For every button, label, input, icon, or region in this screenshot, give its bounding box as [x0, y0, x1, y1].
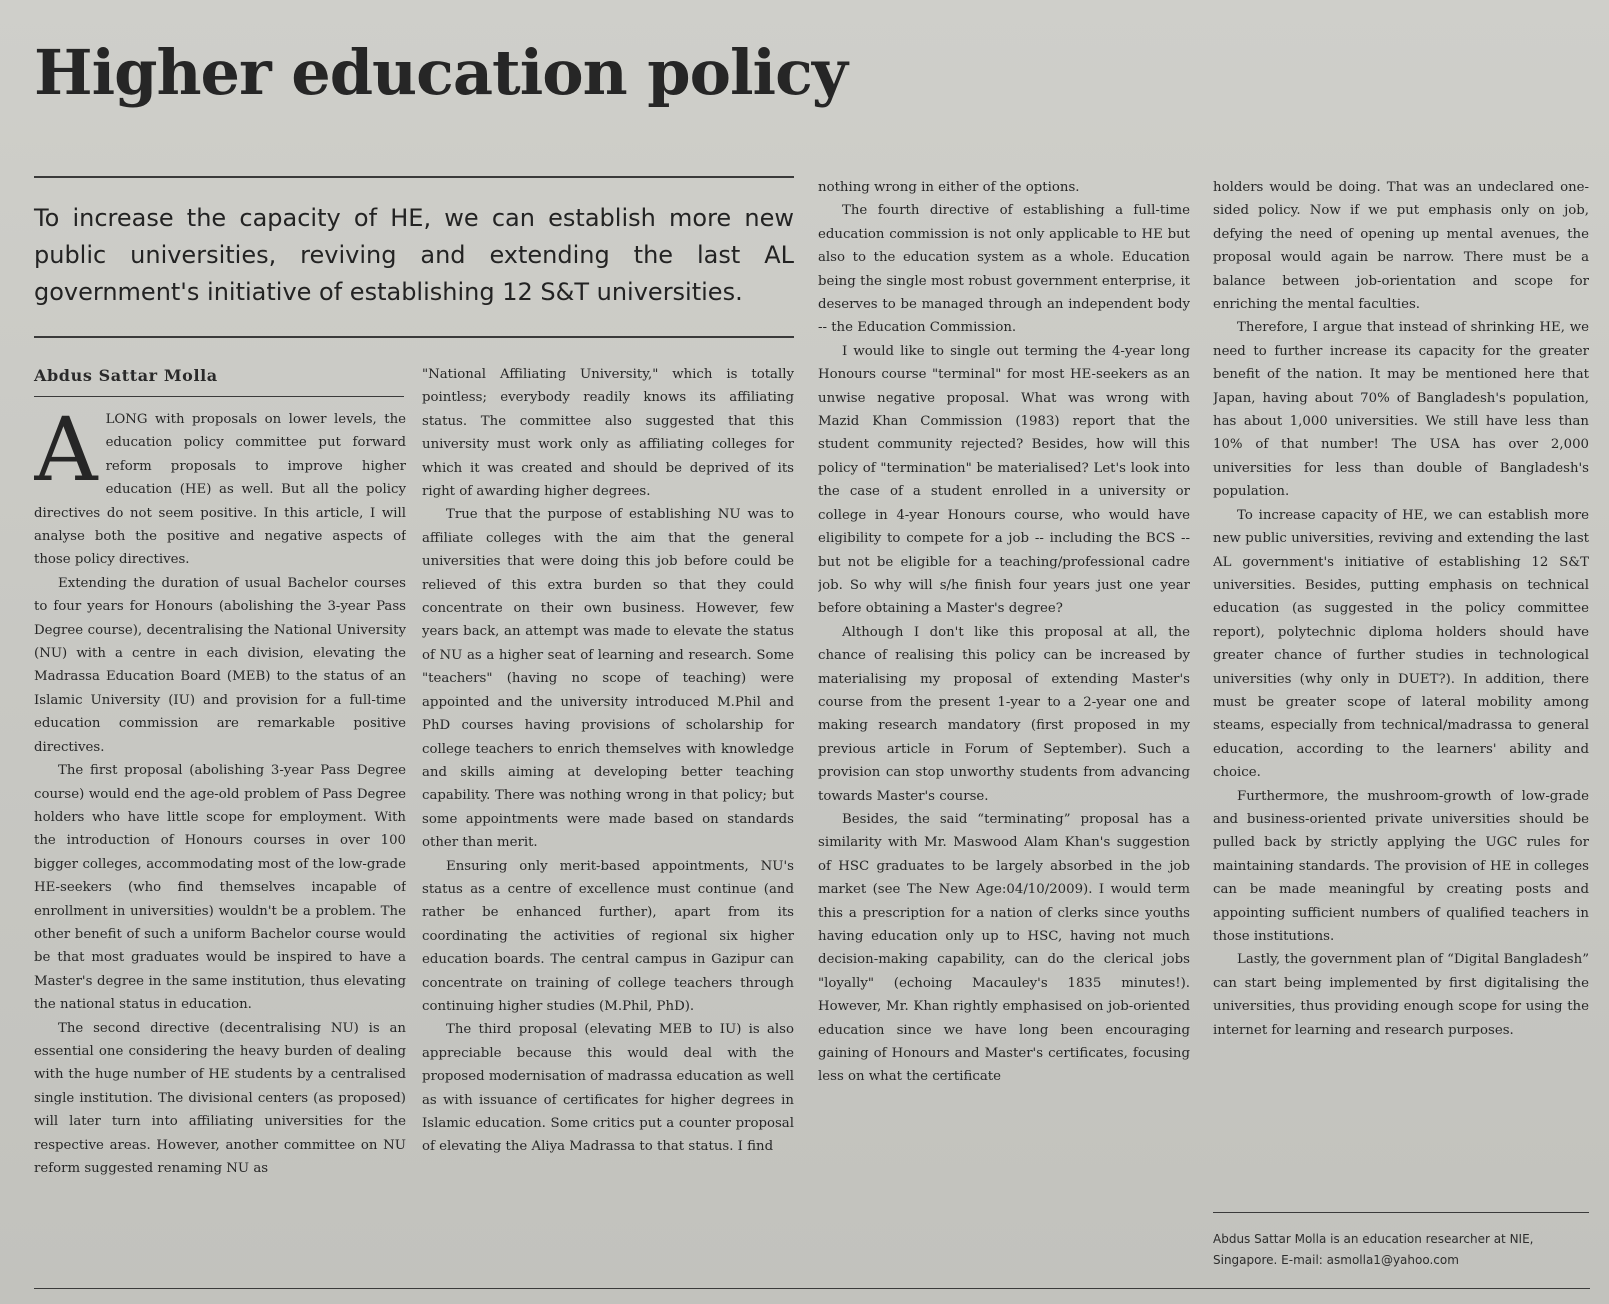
paragraph: To increase capacity of HE, we can establish more new public universities, reviving and extending the last AL government's initiative of establishing 12 S&T universities. Besides, putting emphasis on technical education (as suggested in the policy committee report), polytechnic diploma holders should have greater chance of further studies in technological universities (why only in DUET?). In addition, there must be greater scope of lateral mobility among steams, especially from technical/madrassa to general education, according to the learners' ability and choice. [1213, 507, 1589, 781]
column-3 [818, 176, 1190, 1280]
bio-rule [1213, 1212, 1589, 1213]
column-2 [422, 363, 794, 1280]
column-1 [34, 408, 406, 1280]
standfirst: To increase the capacity of HE, we can establish more new public universities, reviving and extending the last AL government's initiative of establishing 12 S&T universities. [34, 204, 794, 306]
paragraph [34, 408, 406, 572]
paragraph: Therefore, I argue that instead of shrinking HE, we need to further increase its capacity for the greater benefit of the nation. It may be mentioned here that Japan, having about 70% of Bangladesh's population, has about 1,000 universities. We still have less than 10% of that number! The USA has over 2,000 universities for less than double of Bangladesh's population. [1213, 320, 1589, 500]
paragraph: nothing wrong in either of the options. [818, 180, 1080, 195]
paragraph: True that the purpose of establishing NU was to affiliate colleges with the aim that the general universities that were doing this job before could be relieved of this extra burden so that they could concentrate on their own business. However, few years back, an attempt was made to elevate the status of NU as a higher seat of learning and research. Some "teachers" (having no scope of teaching) were appointed and the university introduced M.Phil and PhD courses having provisions of scholarship for college teachers to enrich themselves with knowledge and skills aiming at developing better teaching capability. There was nothing wrong in that policy; but some appointments were made based on standards other than merit. [422, 507, 794, 851]
paragraph: I would like to single out terming the 4-year long Honours course "terminal" for most HE-seekers as an unwise negative proposal. What was wrong with Mazid Khan Commission (1983) report that the student community rejected? Besides, how will this policy of "termination" be materialised? Let's look into the case of a student enrolled in a university or college in 4-year Honours course, who would have eligibility to compete for a job -- including the BCS -- but not be eligible for a teaching/professional cadre job. So why will s/he finish four years just one year before obtaining a Master's degree? [818, 343, 1190, 617]
paragraph: The first proposal (abolishing 3-year Pass Degree course) would end the age-old problem of Pass Degree holders who have little scope for employment. With the introduction of Honours courses in over 100 bigger colleges, accommodating most of the low-grade HE-seekers (who find themselves incapable of enrollment in universities) wouldn't be a problem. The other benefit of such a uniform Bachelor course would be that most graduates would be inspired to have a Master's degree in the same institution, thus elevating the national status in education. [34, 763, 406, 1013]
paragraph: "National Affiliating University," which is totally pointless; everybody readily knows its affiliating status. The committee also suggested that this university must work only as affiliating colleges for which it was created and should be deprived of its right of awarding higher degrees. [422, 367, 794, 500]
paragraph: holders would be doing. That was an undeclared one-sided policy. Now if we put emphasis only on job, defying the need of opening up mental avenues, the proposal would again be narrow. There must be a balance between job-orientation and scope for enriching the mental faculties. [1213, 180, 1589, 313]
paragraph: The second directive (decentralising NU) is an essential one considering the heavy burden of dealing with the huge number of HE students by a centralised single institution. The divisional centers (as proposed) will later turn into affiliating universities for the respective areas. However, another committee on NU reform suggested renaming NU as [34, 1020, 406, 1176]
paragraph: Ensuring only merit-based appointments, NU's status as a centre of excellence must continue (and rather be enhanced further), apart from its coordinating the activities of regional six higher education boards. The central campus in Gazipur can concentrate on training of college teachers through continuing higher studies (M.Phil, PhD). [422, 858, 794, 1014]
column-4 [1213, 176, 1589, 1188]
paragraph: The third proposal (elevating MEB to IU) is also appreciable because this would deal with the proposed modernisation of madrassa education as well as with issuance of certificates for higher degrees in Islamic education. Some critics put a counter proposal of elevating the Aliya Madrassa to that status. I find [422, 1022, 794, 1155]
paragraph: The fourth directive of establishing a full-time education commission is not only applicable to HE but also to the education system as a whole. Education being the single most robust government enterprise, it deserves to be managed through an independent body -- the Education Commission. [818, 203, 1190, 336]
paragraph-text: LONG with proposals on lower levels, the education policy committee put forward reform proposals to improve higher education (HE) as well. But all the policy directives do not seem positive. In this article, I will analyse both the positive and negative aspects of those policy directives. [34, 412, 406, 568]
page-bottom-rule [34, 1288, 1590, 1289]
byline: Abdus Sattar Molla [34, 366, 218, 385]
headline: Higher education policy [34, 36, 847, 109]
paragraph: Besides, the said “terminating” proposal has a similarity with Mr. Maswood Alam Khan's suggestion of HSC graduates to be largely absorbed in the job market (see The New Age:04/10/2009). I would term this a prescription for a nation of clerks since youths having education only up to HSC, having not much decision-making capability, can do the clerical jobs "loyally" (echoing Macauley's 1835 minutes!). However, Mr. Khan rightly emphasised on job-oriented education since we have long been encouraging gaining of Honours and Master's certificates, focusing less on what the certificate [818, 811, 1190, 1085]
byline-rule [34, 396, 404, 397]
standfirst-bottom-rule [34, 336, 794, 338]
standfirst-top-rule [34, 176, 794, 178]
paragraph: Furthermore, the mushroom-growth of low-grade and business-oriented private universities should be pulled back by strictly applying the UGC rules for maintaining standards. The provision of HE in colleges can be made meaningful by creating posts and appointing sufficient numbers of qualified teachers in those institutions. [1213, 788, 1589, 944]
paragraph: Lastly, the government plan of “Digital Bangladesh” can start being implemented by first digitalising the universities, thus providing enough scope for using the internet for learning and research purposes. [1213, 952, 1589, 1038]
paragraph: Although I don't like this proposal at all, the chance of realising this policy can be increased by materialising my proposal of extending Master's course from the present 1-year to a 2-year one and making research mandatory (first proposed in my previous article in Forum of September). Such a provision can stop unworthy students from advancing towards Master's course. [818, 624, 1190, 804]
paragraph: Extending the duration of usual Bachelor courses to four years for Honours (abolishing the 3-year Pass Degree course), decentralising the National University (NU) with a centre in each division, elevating the Madrassa Education Board (MEB) to the status of an Islamic University (IU) and provision for a full-time education commission are remarkable positive directives. [34, 575, 406, 755]
author-bio: Abdus Sattar Molla is an education researcher at NIE, Singapore. E-mail: asmolla1@yahoo.com [1213, 1232, 1534, 1267]
drop-cap: A [34, 408, 98, 501]
